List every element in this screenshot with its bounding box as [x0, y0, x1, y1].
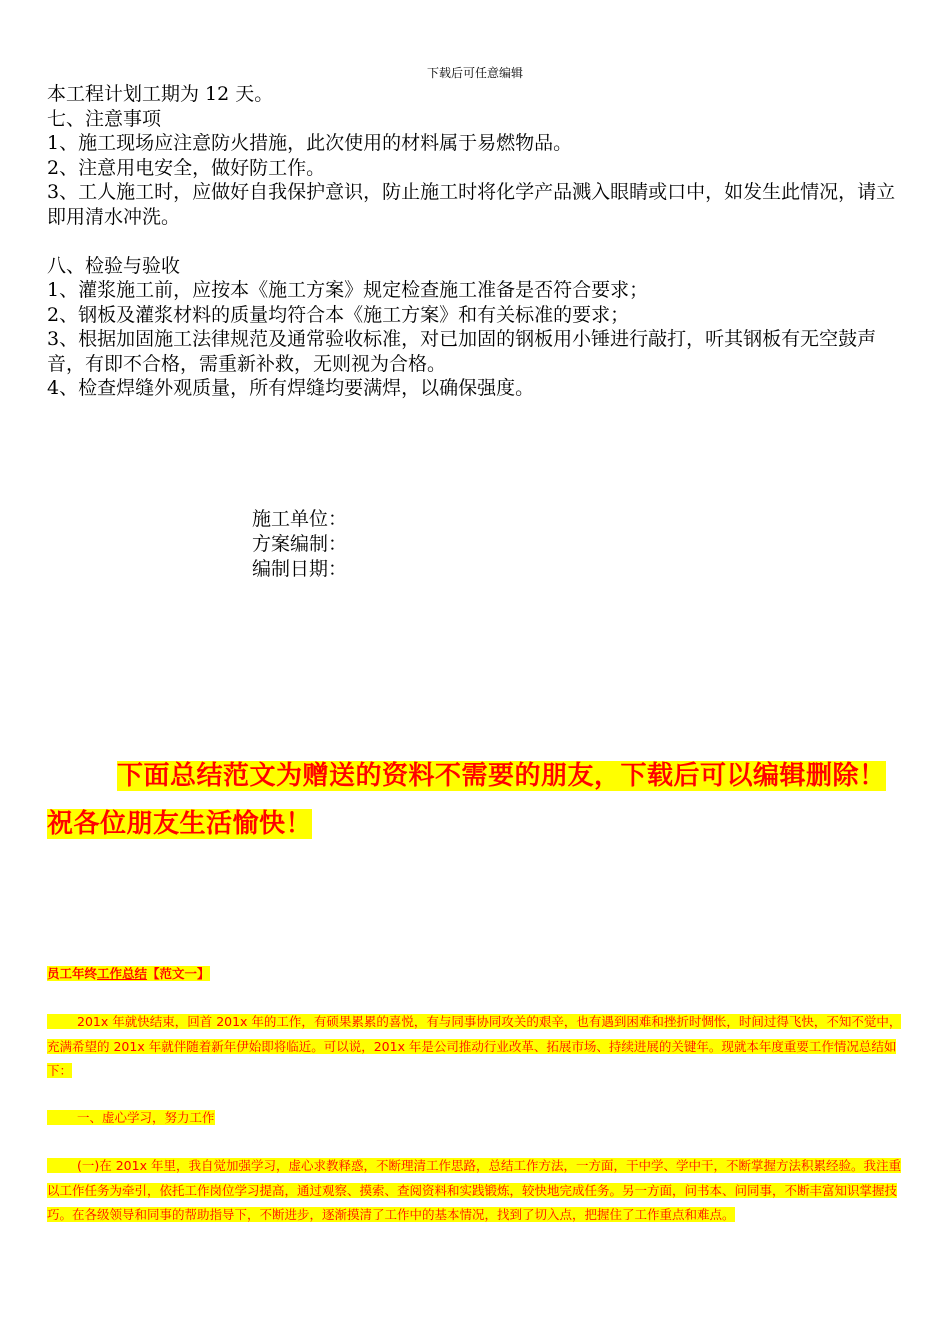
- section-heading-notes: 七、注意事项: [47, 107, 162, 130]
- plan-date-label: 编制日期：: [252, 558, 348, 580]
- essay-paragraph-text: (一)在 201x 年里，我自觉加强学习，虚心求教释惑，不断理清工作思路，总结工作方法，一方面，干中学、学中干，不断掌握方法积累经验。我注重以工作任务为牵引，依托工作岗位学习提高，通过观察、摸索、查阅资料和实践锻炼，较快地完成任务。另一方面，问书本、问同事，不断丰富知识掌握技巧。在各级领导和同事的帮助指导下，不断进步，逐渐摸清了工作中的基本情况，找到了切入点，把握住了工作重点和难点。: [47, 1158, 901, 1222]
- inspection-item: 2、钢板及灌浆材料的质量均符合本《施工方案》和有关标准的要求；: [47, 303, 630, 326]
- note-item: 3、工人施工时，应做好自我保护意识，防止施工时将化学产品溅入眼睛或口中，如发生此情况，请立即用清水冲洗。: [47, 181, 896, 228]
- note-item: 1、施工现场应注意防火措施，此次使用的材料属于易燃物品。: [47, 132, 573, 154]
- section-heading-inspection: 八、检验与验收: [47, 254, 181, 277]
- plan-author-label: 方案编制：: [252, 533, 348, 555]
- inspection-item: 1、灌浆施工前，应按本《施工方案》规定检查施工准备是否符合要求；: [47, 279, 649, 301]
- note-item: 2、注意用电安全，做好防工作。: [47, 156, 326, 179]
- essay-title-link[interactable]: 工作总结: [97, 966, 148, 981]
- main-text: [47, 82, 907, 401]
- schedule-line: 本工程计划工期为 12 天。: [47, 83, 274, 105]
- gift-notice-banner: [47, 752, 905, 848]
- spacer: [47, 229, 907, 254]
- inspection-item: 4、检查焊缝外观质量，所有焊缝均要满焊，以确保强度。: [47, 377, 535, 399]
- essay-paragraph: [47, 1010, 907, 1084]
- essay-paragraph: [47, 1154, 907, 1228]
- essay-title-suffix: 【范文一】: [147, 966, 210, 981]
- essay-paragraph-text: 201x 年就快结束，回首 201x 年的工作，有硕果累累的喜悦，有与同事协同攻关的艰辛，也有遇到困难和挫折时惆怅，时间过得飞快，不知不觉中，充满希望的 201x 年就伴随着新年伊始即将临近。可以说，201x 年是公司推动行业改革、拓展市场、持续进展的关键年。现就本年度重要工作情况总结如下：: [47, 1014, 902, 1078]
- essay-title: [47, 962, 907, 987]
- header-note: 下载后可任意编辑: [426, 66, 523, 80]
- essay-subheading-text: 一、虚心学习，努力工作: [77, 1110, 215, 1125]
- inspection-item: 3、根据加固施工法律规范及通常验收标准，对已加固的钢板用小锤进行敲打，听其钢板有无空鼓声音，有即不合格，需重新补救，无则视为合格。: [47, 328, 877, 375]
- gift-notice-text: 下面总结范文为赠送的资料不需要的朋友，下载后可以编辑删除！祝各位朋友生活愉快！: [47, 761, 886, 839]
- essay-subheading: [47, 1106, 907, 1131]
- construction-unit-label: 施工单位：: [252, 508, 348, 530]
- signature-block: [252, 507, 347, 582]
- essay-title-prefix: 员工年终: [47, 966, 98, 981]
